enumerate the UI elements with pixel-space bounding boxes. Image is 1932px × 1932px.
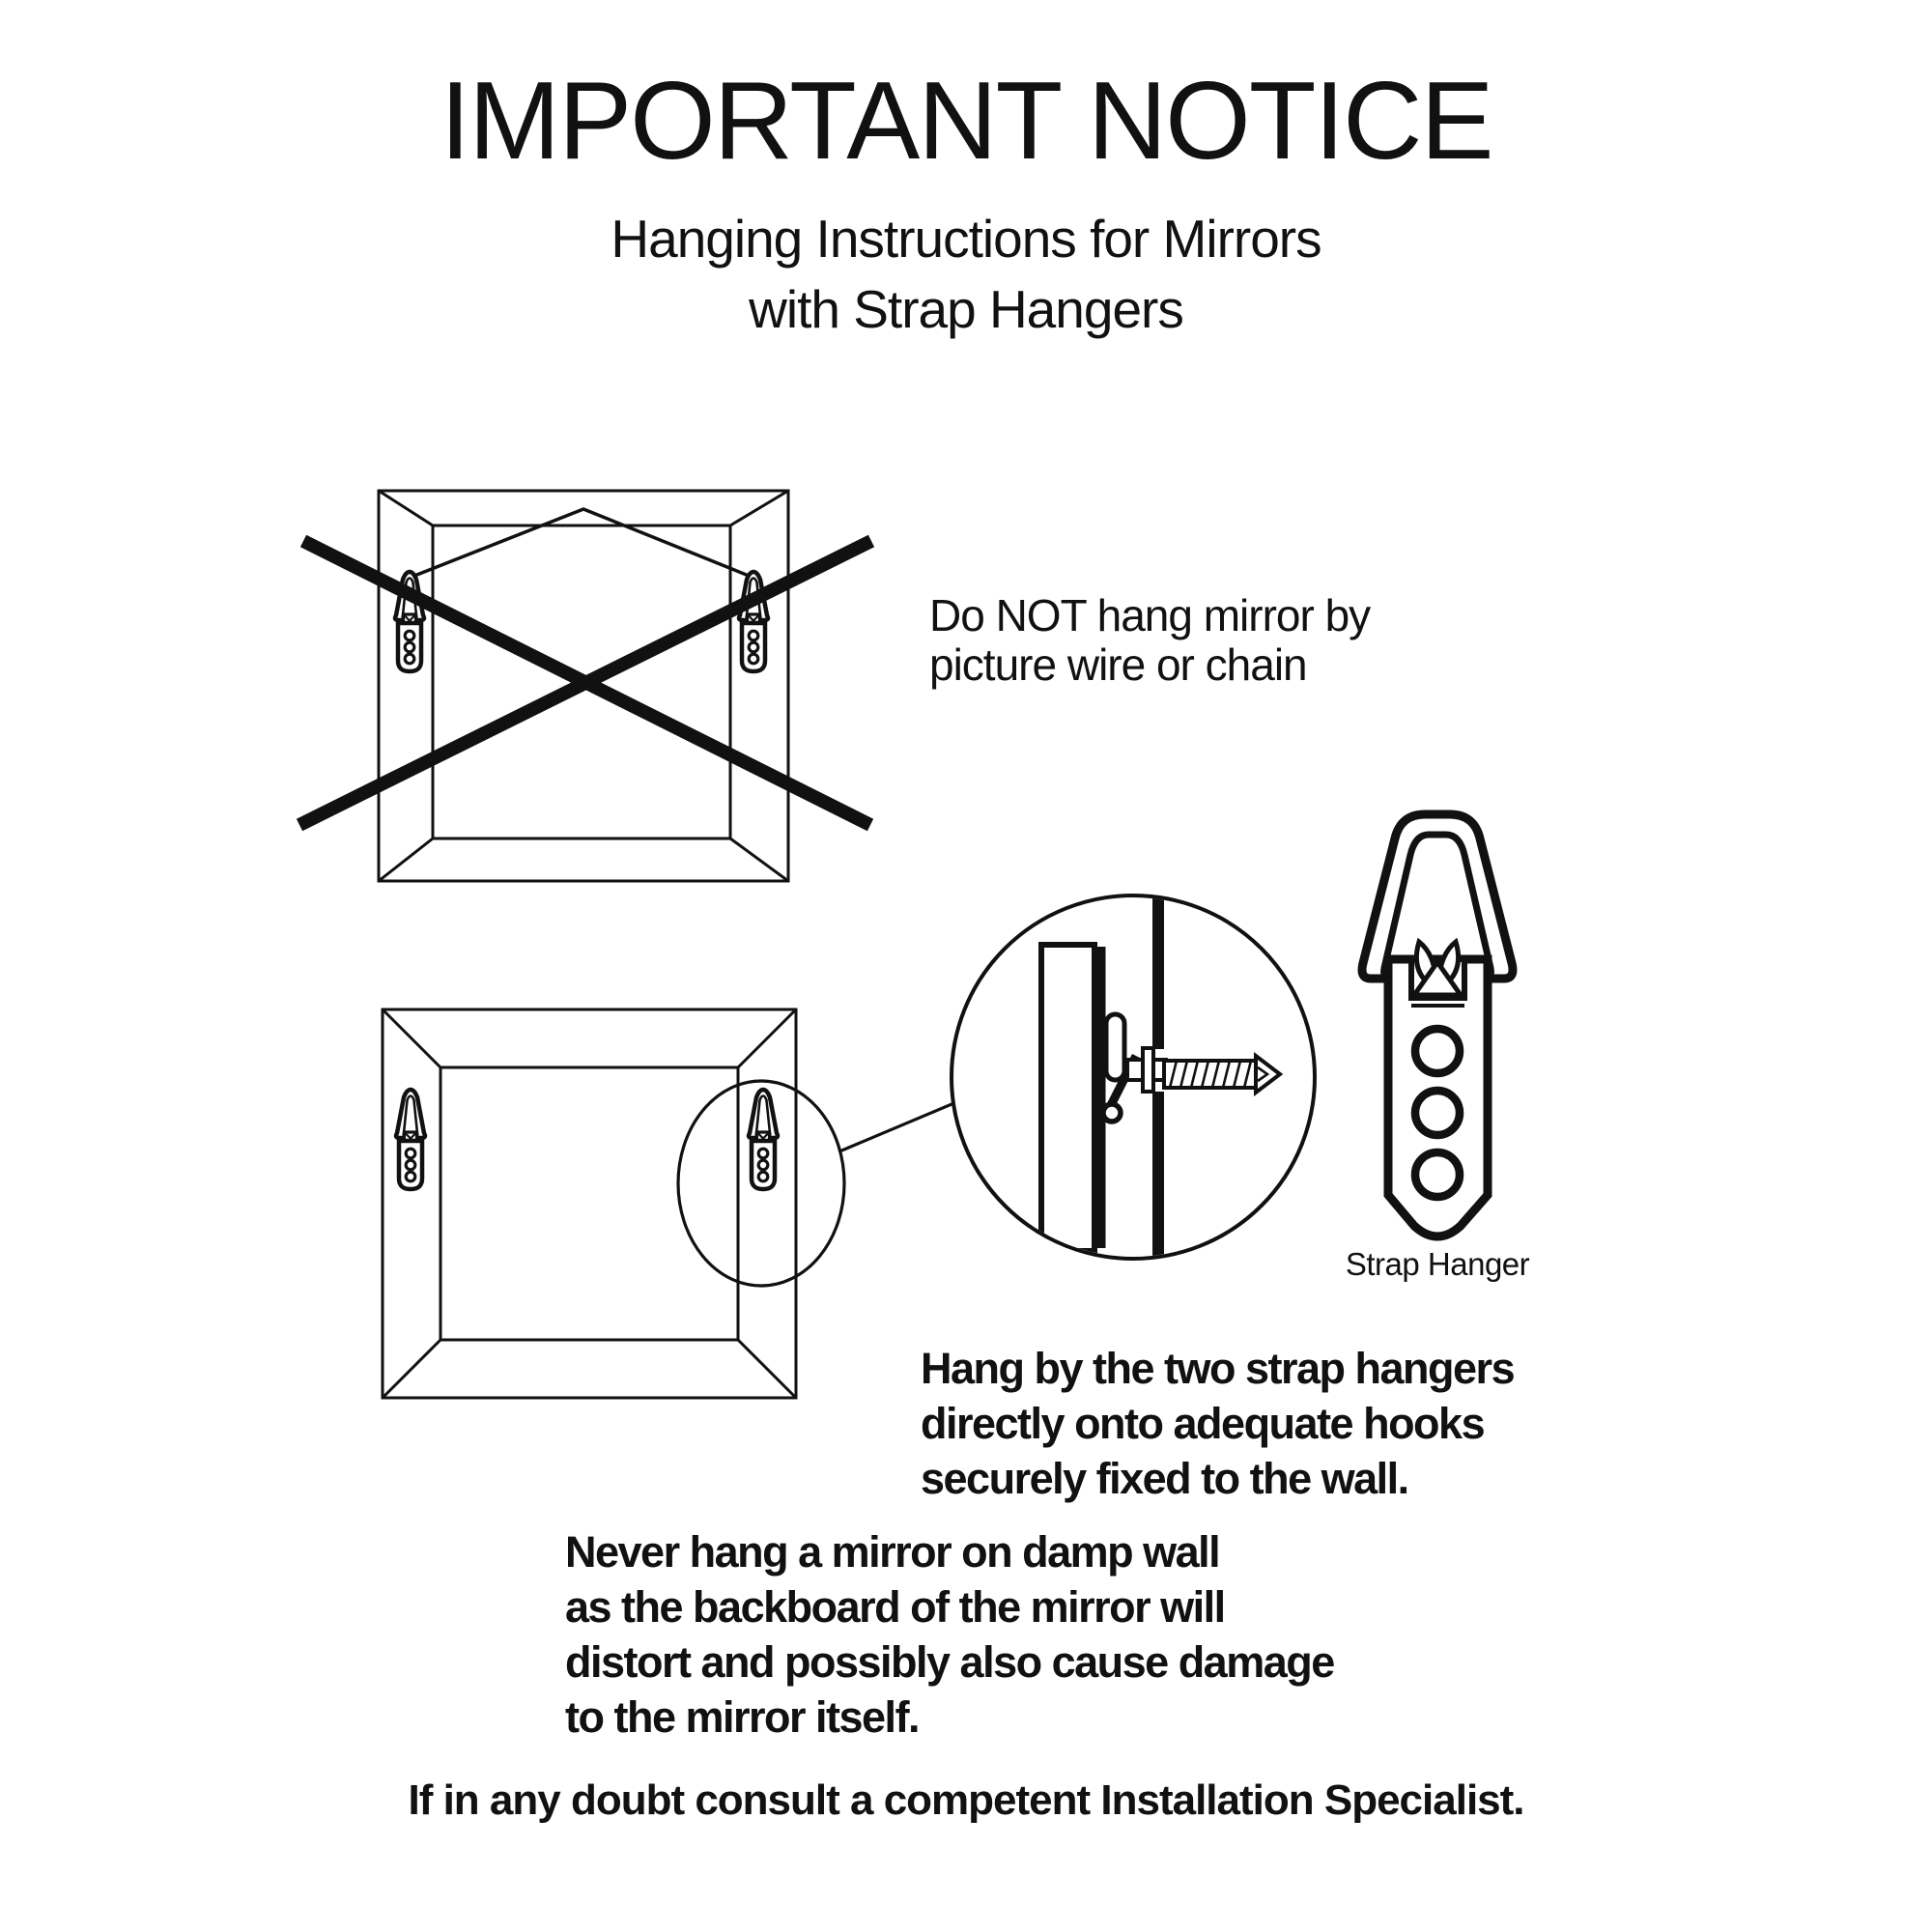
page-title: IMPORTANT NOTICE [440, 60, 1492, 183]
hang-instruction-text: Hang by the two strap hangers directly onto adequate hooks securely fixed to the wall. [921, 1344, 1515, 1503]
damp-wall-warning-text: Never hang a mirror on damp wall as the backboard of the mirror will distort and possibly also cause damage to the mirror itself. [565, 1527, 1334, 1742]
page-subtitle-line1: Hanging Instructions for Mirrors [611, 209, 1321, 269]
hook-icon [1106, 1014, 1124, 1080]
specialist-advice-text: If in any doubt consult a competent Installation Specialist. [408, 1776, 1524, 1824]
mirror-frame-back [383, 1009, 796, 1398]
strap-hanger-icon [739, 572, 768, 671]
prohibition-x-icon [299, 541, 871, 825]
callout-connector-line [839, 1102, 956, 1151]
frame-cross-section [1041, 945, 1094, 1251]
crossed-frame-diagram [299, 491, 871, 881]
strap-hanger-icon [749, 1090, 778, 1189]
strap-hanger-large-icon [1362, 814, 1513, 1236]
page-subtitle-line2: with Strap Hangers [749, 279, 1183, 339]
hook-curl [1103, 1104, 1121, 1122]
strap-hanger-frame-diagram [383, 1009, 956, 1398]
strap-hanger-icon [396, 1090, 425, 1189]
strap-hanger-label: Strap Hanger [1345, 1246, 1530, 1282]
picture-wire-line [410, 509, 753, 578]
hook-screw-detail-diagram [952, 894, 1315, 1262]
no-wire-warning-text: Do NOT hang mirror by picture wire or chain [929, 590, 1371, 690]
